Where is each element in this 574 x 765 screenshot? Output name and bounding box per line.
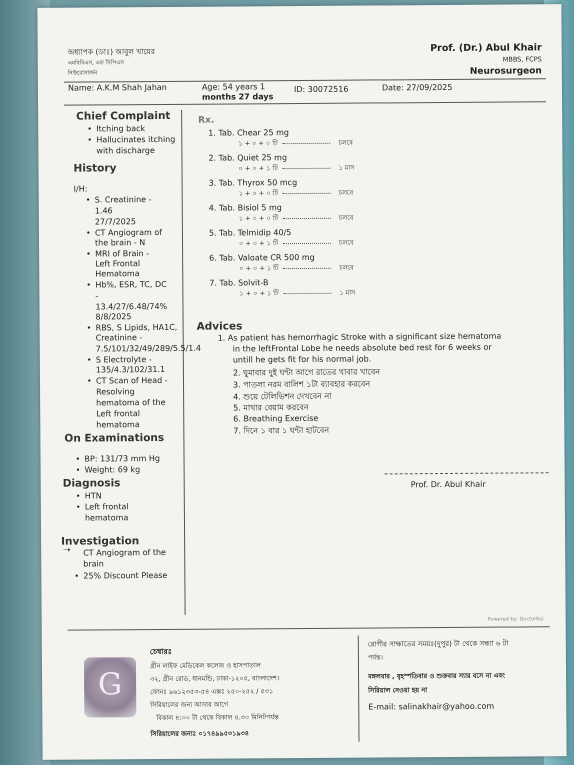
off-days: মঙ্গলবার , বৃহস্পতিবার ও শুক্রবার স্যার বসে না এবং <box>368 671 505 681</box>
history-item: 13.4/27/6.48/74% <box>95 301 168 312</box>
medicine-duration: ১ মাস <box>338 163 355 172</box>
column-divider <box>181 110 186 615</box>
visit-date: Date: 27/09/2025 <box>381 82 453 93</box>
footer-divider <box>68 626 550 630</box>
history-item: • S Electrolyte - <box>96 355 152 365</box>
email: E-mail: salinakhair@yahoo.com <box>368 701 495 712</box>
history-item: • MRI of Brain - <box>95 249 149 259</box>
off-days: সিরিয়াল নেওয়া হয় না <box>368 686 428 695</box>
history-item: • CT Angiogram of <box>95 228 162 238</box>
doctor-specialty: Neurosurgeon <box>469 66 542 77</box>
hospital-logo: G <box>84 657 136 717</box>
medicine-dose: ০ + ০ + ১ টি <box>239 264 279 273</box>
examinations-title: On Examinations <box>64 431 165 445</box>
history-item: - <box>95 291 99 301</box>
dose-leader-line <box>283 293 331 294</box>
chief-complaint-title: Chief Complaint <box>76 109 171 123</box>
medicine-name: 5. Tab. Telmidip 40/5 <box>208 228 292 238</box>
history-item: Left frontal <box>96 409 140 419</box>
dose-leader-line <box>283 243 331 244</box>
visiting-hours: রোগীর সাক্ষাতের সময়ঃ(দুপুর) টা থেকে সন্ধ্যা ৬ টা <box>367 639 509 649</box>
investigation-item: brain <box>83 559 104 569</box>
doctor-name-bn: অধ্যাপক (ডাঃ) আবুল খায়ের <box>67 47 155 57</box>
investigation-title: Investigation <box>61 535 140 548</box>
patient-id: ID: 30072516 <box>293 84 349 95</box>
medicine-duration: চলবে <box>339 263 354 272</box>
history-item: 7.5/101/32/49/289/5.5/1.4 <box>95 343 202 354</box>
medicine-dose: ১ + ০ + ০ টি <box>238 214 279 223</box>
medicine-name: 6. Tab. Valoate CR 500 mg <box>209 252 315 263</box>
diagnosis-title: Diagnosis <box>62 477 121 490</box>
medicine-duration: চলবে <box>338 138 353 147</box>
chamber-line: সিরিয়ালের জন্যঃ ০১৭৪৯৯৫৩১৯৩৪ <box>150 729 250 739</box>
history-item: 1.46 <box>94 206 113 216</box>
signature-name: Prof. Dr. Abul Khair <box>410 479 486 490</box>
dose-leader-line <box>283 218 331 219</box>
diagnosis-item: • HTN <box>85 491 102 501</box>
patient-name: Name: A.K.M Shah Jahan <box>67 82 167 93</box>
prescription-paper <box>37 4 566 760</box>
advice-item: 4. শুয়ে টেলিভিশন দেখবেন না <box>233 391 332 402</box>
advices-title: Advices <box>196 320 243 333</box>
patient-age: Age: 54 years 1 <box>201 82 266 92</box>
dose-leader-line <box>283 193 331 194</box>
advice-item: 5. মাথার বেয়াম করবেন <box>233 402 309 413</box>
history-item: 27/7/2025 <box>94 217 136 227</box>
medicine-duration: ১ মাস <box>339 288 356 297</box>
exam-item: • BP: 131/73 mm Hg <box>85 454 161 465</box>
chamber-line: বিকাল ৪:০০ টা থেকে বিকাল ৪.৩০ মিনিটপর্যন্ত <box>156 713 279 723</box>
medicine-duration: চলবে <box>338 213 354 222</box>
advice-item: untill he gets fit for his normal job. <box>232 354 372 365</box>
medicine-duration: চলবে <box>339 238 354 247</box>
chamber-label: চেম্বারঃ <box>149 646 172 657</box>
doctor-degrees-bn: এমবিবিএস, এফ সিপিএস <box>67 60 124 67</box>
medicine-duration: চলবে <box>338 188 354 197</box>
history-item: the brain - N <box>94 238 146 248</box>
complaint-item: • Itching back <box>96 124 145 134</box>
header-divider <box>64 78 546 82</box>
diagnosis-item: • Left frontal <box>85 502 129 512</box>
complaint-item: • Hallucinates itching <box>96 135 175 146</box>
history-item: 8/8/2025 <box>95 312 132 322</box>
history-item: hematoma of the <box>96 397 166 408</box>
chamber-line: গ্রীন লাইফ মেডিকেল কলেজ ও হাসপাতাল <box>149 661 261 671</box>
chamber-line: ফোনঃ ৯৬১২৩৫৩-৫৪ এক্সঃ ২৫০-২৫২ / ৫৩১ <box>150 687 274 697</box>
medicine-name: 4. Tab. Bisiol 5 mg <box>208 203 282 213</box>
complaint-item: with discharge <box>96 146 155 156</box>
doctor-name: Prof. (Dr.) Abul Khair <box>430 42 542 55</box>
footer-column-divider <box>358 636 360 742</box>
patient-divider <box>64 101 546 105</box>
history-item: • S. Creatinine - <box>95 195 152 205</box>
diagnosis-item: hematoma <box>84 513 129 523</box>
history-title: History <box>73 162 117 175</box>
medicine-dose: ০ + ০ + ১ টি <box>239 239 279 248</box>
history-item: Resolving <box>96 387 135 397</box>
history-label: I/H: <box>73 184 88 194</box>
history-item: Left Frontal <box>95 259 141 269</box>
dose-leader-line <box>283 268 331 269</box>
medicine-name: 2. Tab. Quiet 25 mg <box>208 153 288 163</box>
visiting-hours: পর্যন্ত। <box>367 653 383 662</box>
medicine-name: 3. Tab. Thyrox 50 mcg <box>208 178 298 188</box>
history-item: • RBS, S Lipids, HA1C, <box>96 323 178 334</box>
medicine-dose: ১ + ০ + ১ টি <box>239 289 279 298</box>
dose-leader-line <box>282 143 330 144</box>
dose-leader-line <box>283 168 331 169</box>
advice-item: 7. দিনে ১ বার ১ ঘন্টা হাটবেন <box>233 425 330 436</box>
history-item: • Hb%, ESR, TC, DC <box>95 280 166 290</box>
rx-symbol: Rx. <box>198 115 215 126</box>
advice-item: 1. As patient has hemorrhagic Stroke with a significant size hematoma <box>217 331 502 343</box>
medicine-name: 7. Tab. Solvit-B <box>209 278 269 288</box>
advice-item: in the leftFrontal Lobe he needs absolute bed rest for 6 weeks or <box>232 342 492 354</box>
medicine-name: 1. Tab. Chear 25 mg <box>208 128 290 138</box>
history-item: Hematoma <box>95 269 140 279</box>
medicine-dose: ১ + ০ + ০ টি <box>238 189 279 198</box>
arrow-icon: ➝ <box>63 545 71 556</box>
chamber-line: ৩২, গ্রীন রোড, ধানমন্ডি, ঢাকা-১২০৫, বাংলাদেশ। <box>150 674 280 684</box>
advice-item: 2. ঘুমাবার দুই ঘন্টা আগে রাতের খাবার খাবেন <box>232 367 381 378</box>
powered-by: Powered by: DoctorKoi <box>487 616 544 623</box>
exam-item: • Weight: 69 kg <box>85 465 141 475</box>
signature-line <box>385 472 549 474</box>
medicine-dose: ০ + ০ + ১ টি <box>238 164 278 173</box>
advice-item: 6. Breathing Exercise <box>233 413 319 424</box>
history-item: • CT Scan of Head - <box>96 376 168 386</box>
patient-age-months: months 27 days <box>201 92 274 102</box>
history-item: hematoma <box>96 420 140 430</box>
medicine-dose: ১ + ০ + ০ টি <box>238 139 278 148</box>
history-item: Creatinine - <box>95 333 143 343</box>
history-item: 135/4.3/102/31.1 <box>95 364 166 375</box>
doctor-degrees: MBBS, FCPS <box>502 55 542 64</box>
investigation-item: • 25% Discount Please <box>83 571 167 582</box>
investigation-item: CT Angiogram of the <box>83 547 166 558</box>
chamber-line: সিরিয়ালের জন্য আসার আগে <box>150 700 229 710</box>
doctor-specialty-bn: নিউরোসার্জন <box>67 70 98 77</box>
advice-item: 3. পাতলা নরম বালিশ ১টা ব্যাবহার করবেন <box>232 379 371 390</box>
